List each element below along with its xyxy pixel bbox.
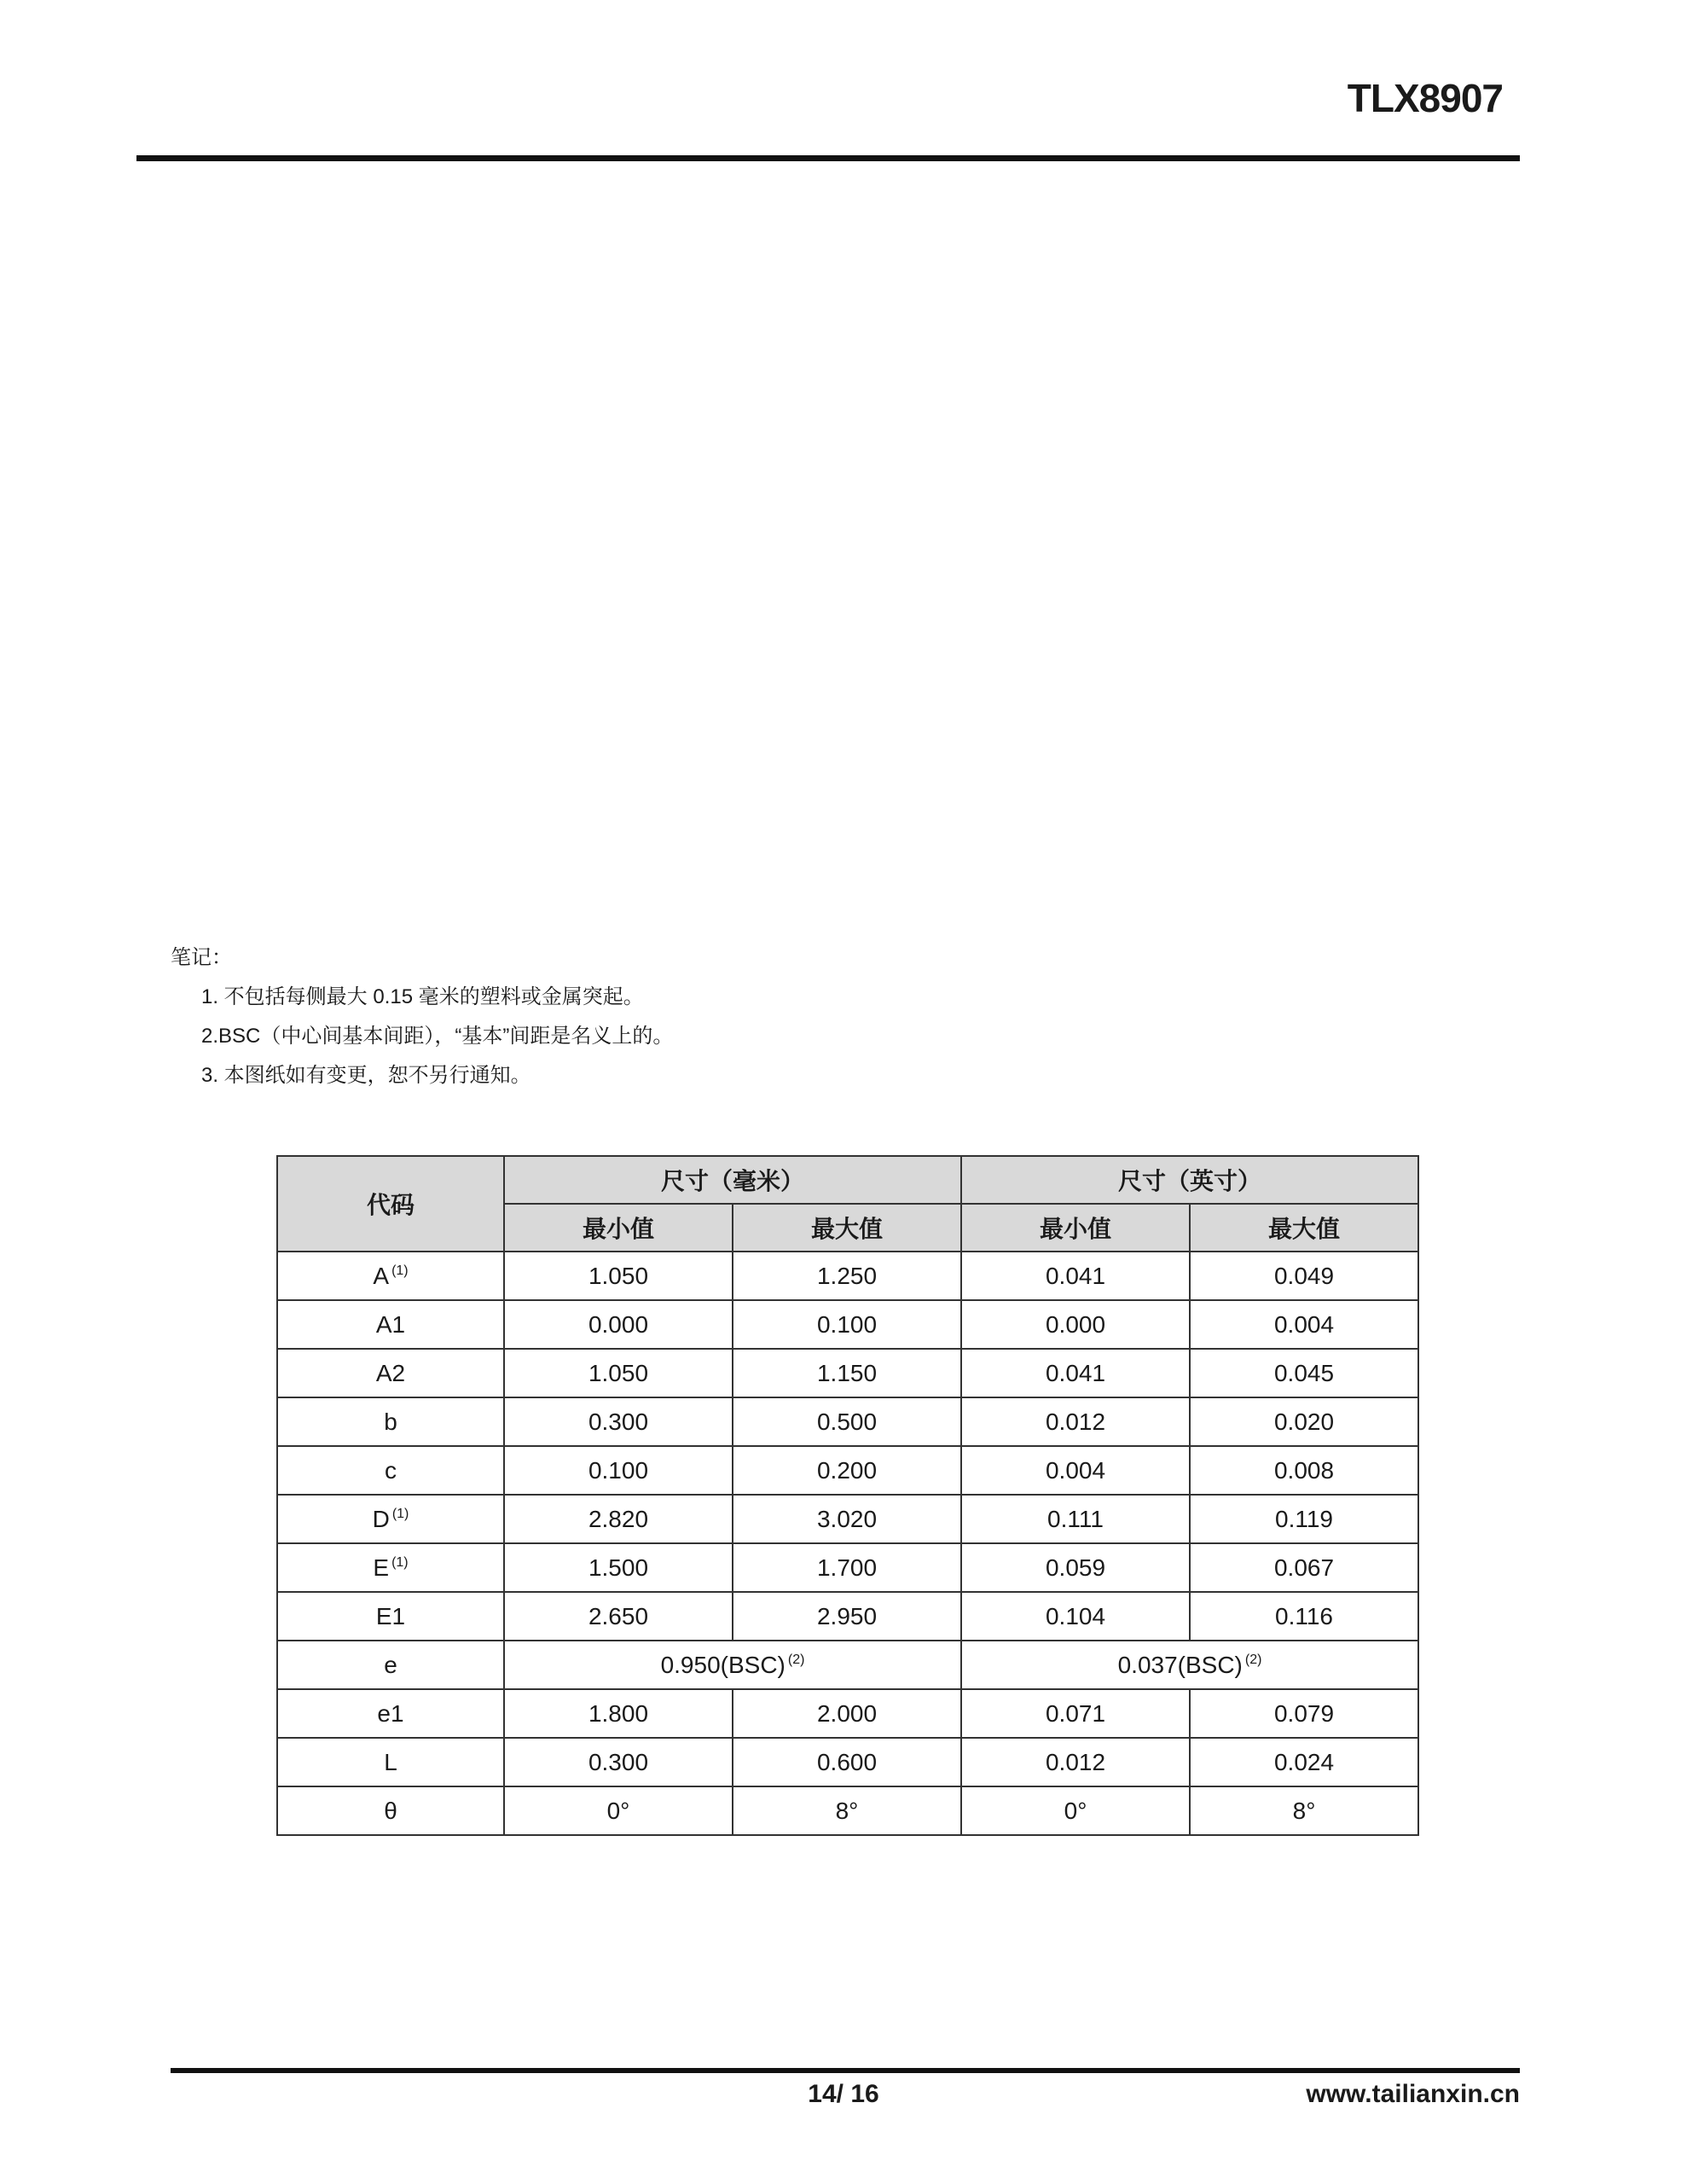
table-row: [277, 1592, 1418, 1641]
code-cell: e: [277, 1641, 504, 1689]
dimension-table: [276, 1155, 1419, 1836]
inch-max-cell: 0.067: [1190, 1543, 1418, 1592]
mm-max-cell: 0.200: [733, 1446, 961, 1495]
inch-span-cell: 0.037(BSC) $^{(2)}$: [961, 1641, 1418, 1689]
note-item: 3. 本图纸如有变更，恕不另行通知。: [201, 1064, 531, 1087]
code-cell: b: [277, 1397, 504, 1446]
mm-max-cell: 8°: [733, 1786, 961, 1835]
mm-min-cell: 2.820: [504, 1495, 733, 1543]
table-row: [277, 1300, 1418, 1349]
table-row: [277, 1738, 1418, 1786]
mm-min-cell: 0.300: [504, 1738, 733, 1786]
inch-min-cell: 0.041: [961, 1349, 1190, 1397]
mm-max-cell: 0.100: [733, 1300, 961, 1349]
code-cell: D $^{(1)}$: [277, 1495, 504, 1543]
header-divider: [136, 155, 1520, 161]
inch-max-cell: 0.024: [1190, 1738, 1418, 1786]
footnote-ref: (1): [391, 1555, 409, 1571]
footnote-ref: (1): [391, 1507, 409, 1522]
inch-min-cell: 0.111: [961, 1495, 1190, 1543]
mm-min-header: 最小值: [504, 1204, 733, 1252]
footer-divider: [171, 2068, 1520, 2073]
mm-min-cell: 0.100: [504, 1446, 733, 1495]
table-row: [277, 1495, 1418, 1543]
footnote-ref: (2): [787, 1653, 805, 1668]
inch-max-cell: 0.004: [1190, 1300, 1418, 1349]
inch-max-cell: 0.020: [1190, 1397, 1418, 1446]
footnote-ref: (2): [1244, 1653, 1262, 1668]
mm-max-cell: 1.150: [733, 1349, 961, 1397]
mm-max-cell: 0.600: [733, 1738, 961, 1786]
mm-span-cell: 0.950(BSC) $^{(2)}$: [504, 1641, 961, 1689]
table-row: [277, 1446, 1418, 1495]
table-row: [277, 1397, 1418, 1446]
table-row: [277, 1786, 1418, 1835]
mm-min-cell: 1.800: [504, 1689, 733, 1738]
inch-max-cell: 0.049: [1190, 1252, 1418, 1300]
inch-min-cell: 0.071: [961, 1689, 1190, 1738]
mm-max-cell: 2.000: [733, 1689, 961, 1738]
mm-min-cell: 1.050: [504, 1252, 733, 1300]
notes-heading: 笔记：: [171, 946, 232, 969]
mm-max-cell: 1.250: [733, 1252, 961, 1300]
inch-min-cell: 0.000: [961, 1300, 1190, 1349]
inch-max-cell: 0.116: [1190, 1592, 1418, 1641]
mm-group-header: 尺寸（毫米）: [504, 1156, 961, 1204]
inch-min-cell: 0.004: [961, 1446, 1190, 1495]
code-cell: A1: [277, 1300, 504, 1349]
mm-max-cell: 1.700: [733, 1543, 961, 1592]
code-header: 代码: [277, 1156, 504, 1252]
inch-min-cell: 0°: [961, 1786, 1190, 1835]
note-item: 1. 不包括每侧最大 0.15 毫米的塑料或金属突起。: [201, 985, 644, 1008]
inch-group-header: 尺寸（英寸）: [961, 1156, 1418, 1204]
document-title: TLX8907: [1347, 76, 1503, 120]
code-cell: L: [277, 1738, 504, 1786]
inch-min-cell: 0.104: [961, 1592, 1190, 1641]
mm-max-header: 最大值: [733, 1204, 961, 1252]
inch-max-cell: 8°: [1190, 1786, 1418, 1835]
mm-min-cell: 1.050: [504, 1349, 733, 1397]
code-cell: e1: [277, 1689, 504, 1738]
footnote-ref: (1): [391, 1263, 409, 1279]
mm-max-cell: 3.020: [733, 1495, 961, 1543]
code-cell: E $^{(1)}$: [277, 1543, 504, 1592]
website-link[interactable]: www.tailianxin.cn: [1306, 2080, 1520, 2108]
code-cell: E1: [277, 1592, 504, 1641]
code-cell: A $^{(1)}$: [277, 1252, 504, 1300]
inch-max-cell: 0.008: [1190, 1446, 1418, 1495]
mm-max-cell: 2.950: [733, 1592, 961, 1641]
mm-min-cell: 0°: [504, 1786, 733, 1835]
mm-min-cell: 2.650: [504, 1592, 733, 1641]
inch-max-header: 最大值: [1190, 1204, 1418, 1252]
inch-min-cell: 0.059: [961, 1543, 1190, 1592]
code-cell: A2: [277, 1349, 504, 1397]
mm-min-cell: 1.500: [504, 1543, 733, 1592]
mm-min-cell: 0.000: [504, 1300, 733, 1349]
notes-section: [171, 938, 673, 1095]
table-row: [277, 1689, 1418, 1738]
table-row: [277, 1543, 1418, 1592]
note-item: 2.BSC（中心间基本间距），“基本”间距是名义上的。: [201, 1025, 674, 1048]
code-cell: θ: [277, 1786, 504, 1835]
inch-max-cell: 0.045: [1190, 1349, 1418, 1397]
mm-min-cell: 0.300: [504, 1397, 733, 1446]
inch-min-cell: 0.012: [961, 1738, 1190, 1786]
inch-min-cell: 0.041: [961, 1252, 1190, 1300]
inch-max-cell: 0.119: [1190, 1495, 1418, 1543]
table-row: [277, 1349, 1418, 1397]
inch-min-cell: 0.012: [961, 1397, 1190, 1446]
inch-min-header: 最小值: [961, 1204, 1190, 1252]
inch-max-cell: 0.079: [1190, 1689, 1418, 1738]
mm-max-cell: 0.500: [733, 1397, 961, 1446]
page-number: 14/ 16: [808, 2080, 879, 2108]
table-row: [277, 1641, 1418, 1689]
code-cell: c: [277, 1446, 504, 1495]
table-row: [277, 1252, 1418, 1300]
